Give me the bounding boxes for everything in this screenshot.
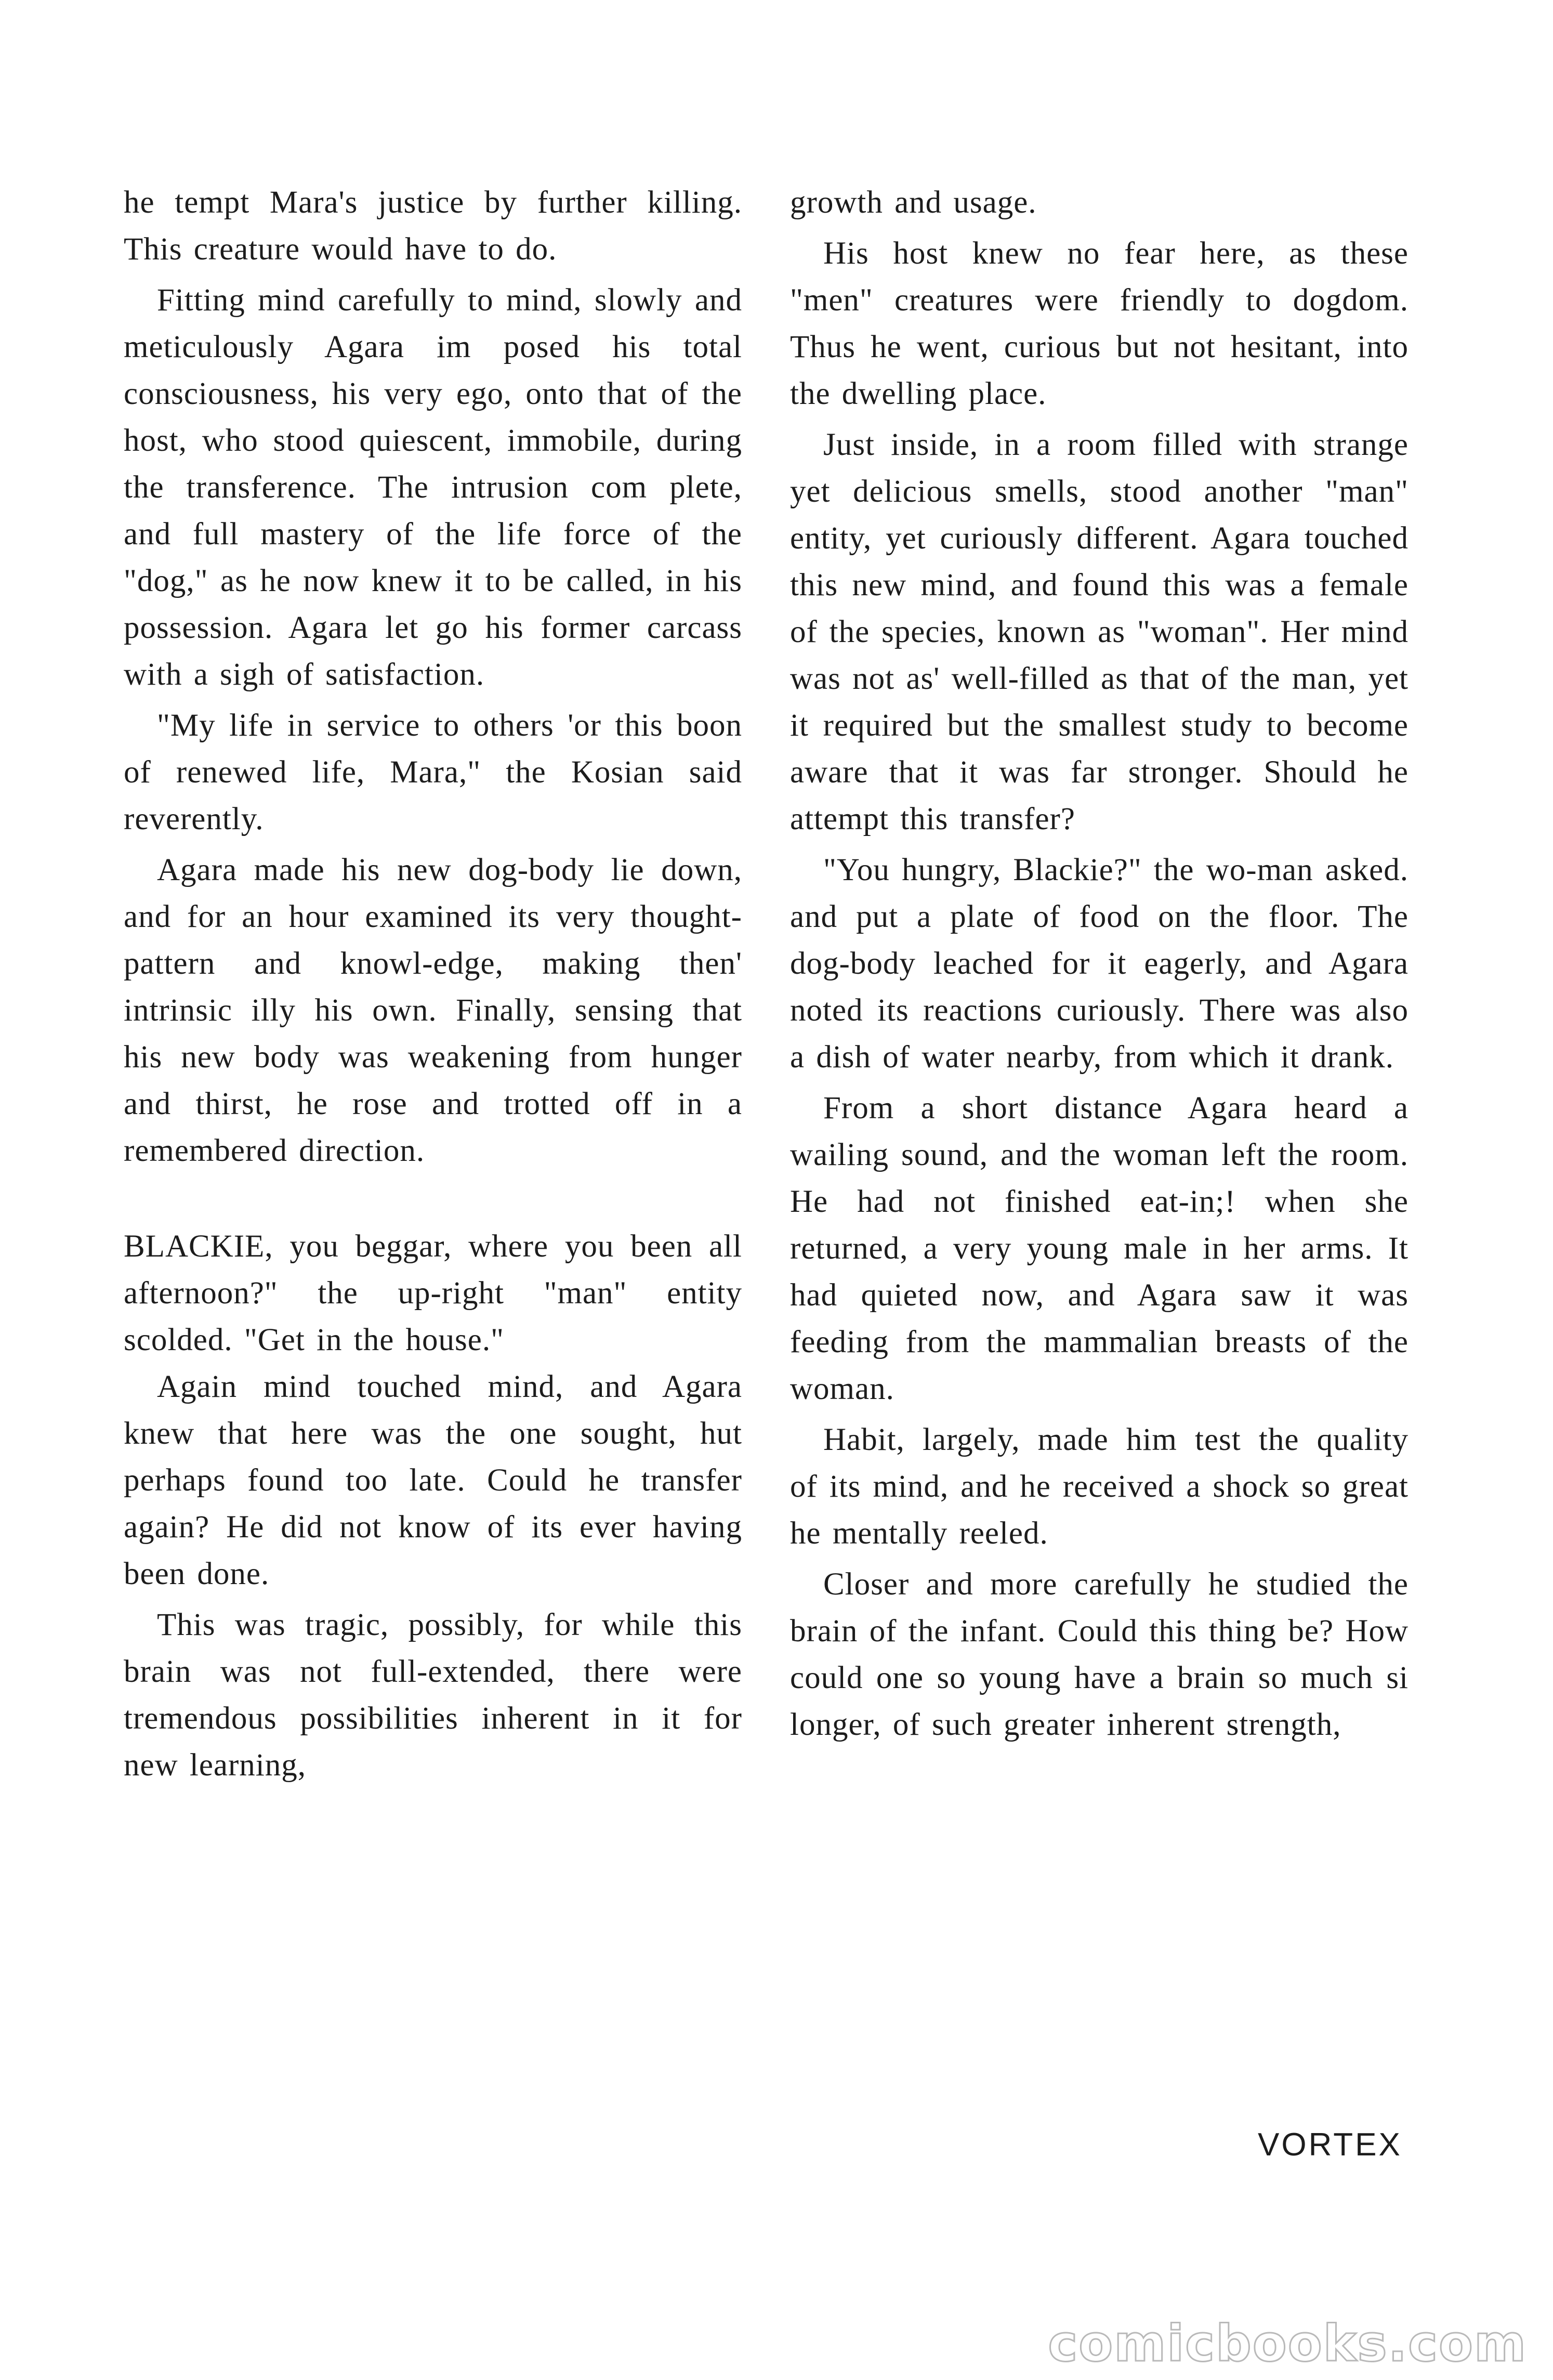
paragraph: he tempt Mara's justice by further killing. This creature would have to do. (124, 185, 742, 267)
paragraph: Agara made his new dog-body lie down, and for an hour examined its very thought-pattern and knowl-edge, making then' intrinsic illy his own. Finally, sensing that his new body was weakening from hunger and thirst, he rose and trotted off in a remembered direction. (124, 853, 742, 1168)
section-opening-paragraph: BLACKIE, you beggar, where you been all afternoon?" the up-right "man" entity scolded. "Get in the house." (124, 1229, 742, 1357)
site-watermark: comicbooks.com (1048, 2314, 1527, 2373)
paragraph: From a short distance Agara heard a wailing sound, and the woman left the room. He had not finished eat-in;! when she returned, a very young male in her arms. It had quieted now, and Agara saw it was feeding from the mammalian breasts of the woman. (790, 1091, 1409, 1406)
paragraph: Habit, largely, made him test the quality of its mind, and he received a shock so great he mentally reeled. (790, 1422, 1409, 1551)
paragraph: Again mind touched mind, and Agara knew that here was the one sought, hut perhaps found too late. Could he transfer again? He did not know of its ever having been done. (124, 1369, 742, 1591)
magazine-footer-title: VORTEX (1258, 2127, 1402, 2163)
right-text-column (790, 179, 1409, 1748)
paragraph: growth and usage. (790, 185, 1037, 220)
paragraph: "You hungry, Blackie?" the wo-man asked. and put a plate of food on the floor. The dog-body leached for it eagerly, and Agara noted its reactions curiously. There was also a dish of water nearby, from which it drank. (790, 853, 1409, 1075)
paragraph: Fitting mind carefully to mind, slowly and meticulously Agara im posed his total consciousness, his very ego, onto that of the host, who stood quiescent, immobile, during the transference. The intrusion com plete, and full mastery of the life force of the "dog," as he now knew it to be called, in his possession. Agara let go his former carcass with a sigh of satisfaction. (124, 283, 742, 692)
paragraph: His host knew no fear here, as these "men" creatures were friendly to dogdom. Thus he went, curious but not hesitant, into the dwelling place. (790, 236, 1409, 411)
paragraph: Just inside, in a room filled with strange yet delicious smells, stood another "man" entity, yet curiously different. Agara touched this new mind, and found this was a female of the species, known as "woman". Her mind was not as' well-filled as that of the man, yet it required but the smallest study to become aware that it was far stronger. Should he attempt this transfer? (790, 427, 1409, 836)
left-text-column (124, 179, 742, 1789)
paragraph: "My life in service to others 'or this boon of renewed life, Mara," the Kosian said reverently. (124, 708, 742, 836)
paragraph: This was tragic, possibly, for while this brain was not full-extended, there were tremendous possibilities inherent in it for new learning, (124, 1607, 742, 1783)
paragraph: Closer and more carefully he studied the brain of the infant. Could this thing be? How could one so young have a brain so much si longer, of such greater inherent strength, (790, 1567, 1409, 1742)
